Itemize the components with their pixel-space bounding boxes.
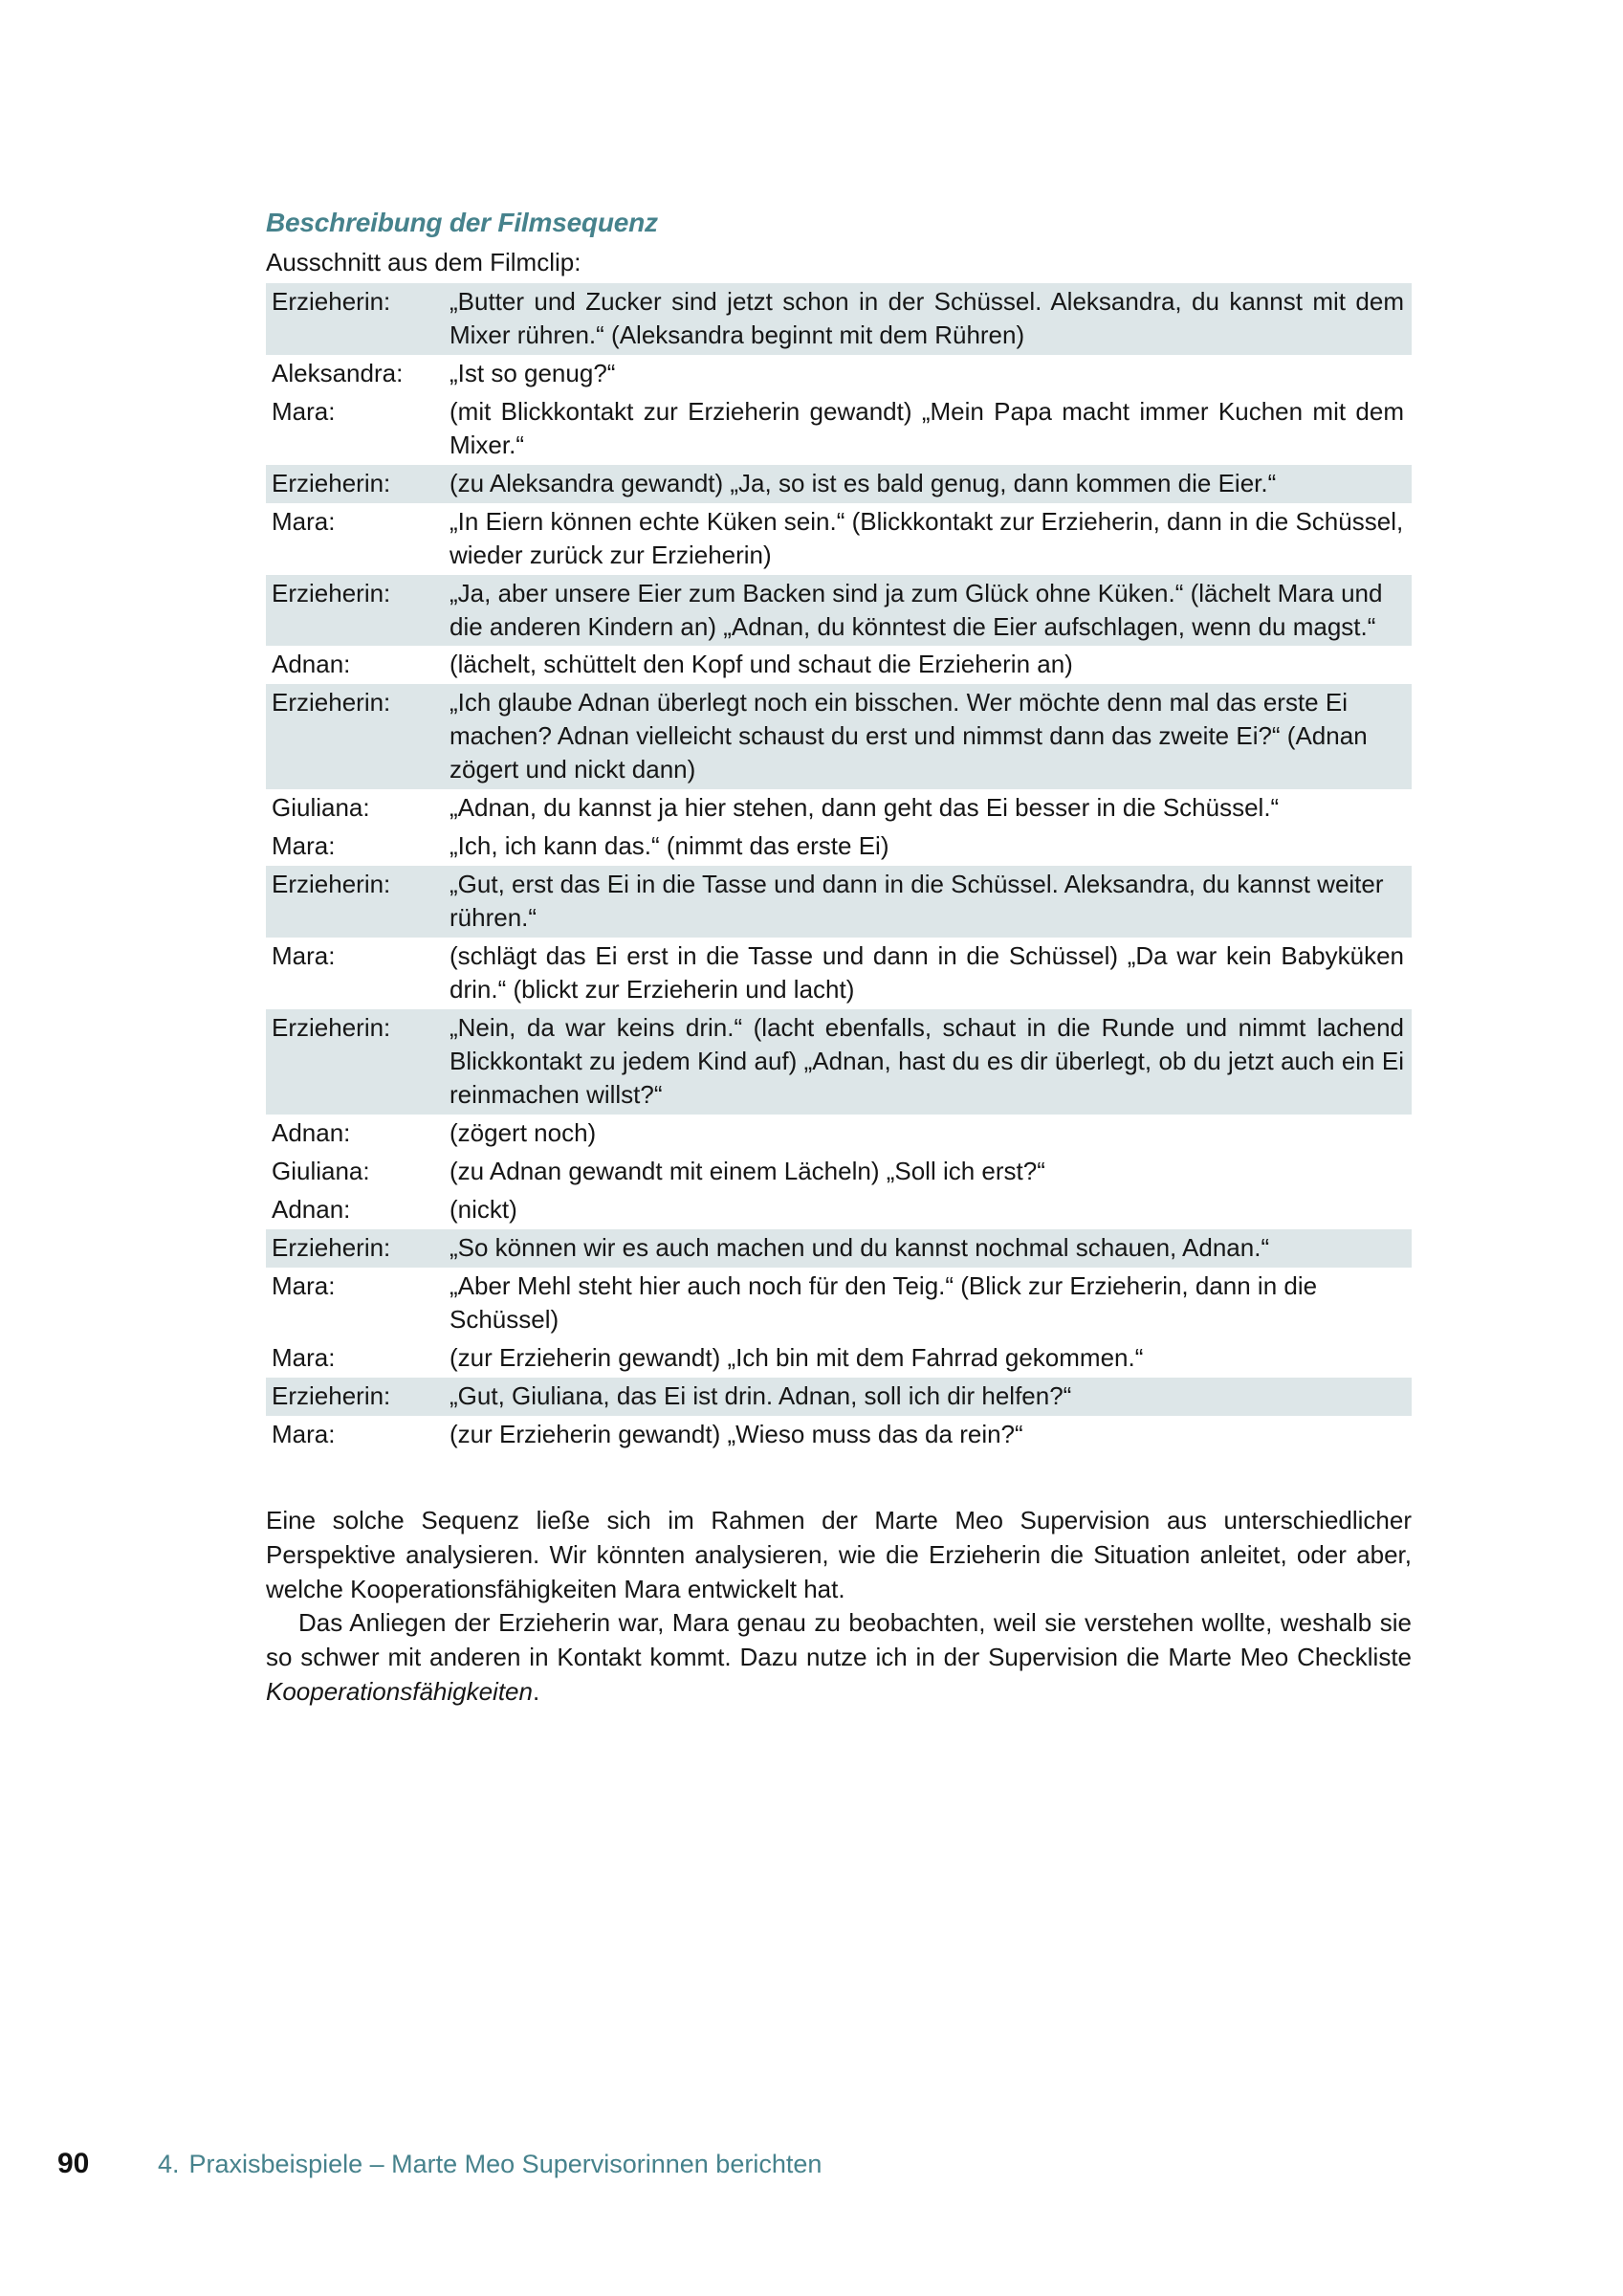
- dialogue-utterance: (schlägt das Ei erst in die Tasse und dann in die Schüssel) „Da war kein Babyküken drin.“ (blickt zur Erzieherin und lacht): [450, 941, 1404, 1004]
- checklist-title: Kooperationsfähigkeiten: [266, 1677, 533, 1707]
- closing-paragraph-2: [266, 1606, 1412, 1710]
- dialogue-speaker: Adnan:: [272, 1195, 351, 1225]
- chapter-number: 4.: [158, 2150, 180, 2178]
- dialogue-row: [266, 355, 1412, 393]
- dialogue-row: [266, 1416, 1412, 1454]
- dialogue-speaker: Mara:: [272, 1270, 336, 1300]
- closing-text: [266, 1504, 1412, 1710]
- dialogue-utterance: (zu Adnan gewandt mit einem Lächeln) „Soll ich erst?“: [450, 1157, 1045, 1186]
- dialogue-row: [266, 789, 1412, 828]
- dialogue-utterance: (mit Blickkontakt zur Erzieherin gewandt) „Mein Papa macht immer Kuchen mit dem Mixer.“: [450, 396, 1404, 459]
- dialogue-speaker: Mara:: [272, 506, 336, 536]
- dialogue-utterance: „Ist so genug?“: [450, 358, 616, 387]
- dialogue-utterance: „So können wir es auch machen und du kannst nochmal schauen, Adnan.“: [450, 1229, 1412, 1268]
- dialogue-utterance: (lächelt, schüttelt den Kopf und schaut die Erzieherin an): [450, 650, 1073, 679]
- dialogue-row: [266, 938, 1412, 1009]
- dialogue-speaker: Mara:: [272, 396, 336, 426]
- dialogue-row: [266, 866, 1412, 938]
- dialogue-speaker: Adnan:: [272, 1118, 351, 1148]
- dialogue-speaker: Erzieherin:: [266, 1378, 450, 1416]
- dialogue-row: [266, 1229, 1412, 1268]
- dialogue-speaker: Giuliana:: [272, 1157, 370, 1186]
- dialogue-row: [266, 465, 1412, 503]
- dialogue-speaker: Erzieherin:: [266, 283, 450, 355]
- dialogue-speaker: Mara:: [272, 1342, 336, 1372]
- dialogue-row: [266, 575, 1412, 647]
- dialogue-speaker: Giuliana:: [272, 793, 370, 823]
- running-head: [158, 2150, 822, 2179]
- dialogue-utterance: „In Eiern können echte Küken sein.“ (Blickkontakt zur Erzieherin, dann in die Schüssel, wieder zurück zur Erzieherin): [450, 506, 1404, 569]
- page-footer: [57, 2148, 1396, 2180]
- dialogue-utterance: „Ja, aber unsere Eier zum Backen sind ja zum Glück ohne Küken.“ (lächelt Mara und die anderen Kindern an) „Adnan, du könntest die Eier aufschlagen, wenn du magst.“: [450, 575, 1412, 647]
- closing-paragraph-2-tail: .: [532, 1677, 540, 1707]
- dialogue-utterance: „Ich glaube Adnan überlegt noch ein bisschen. Wer möchte denn mal das erste Ei machen? Adnan vielleicht schaust du erst und nimmst dann das zweite Ei?“ (Adnan zögert und nickt dann): [450, 684, 1412, 789]
- dialogue-utterance: „Nein, da war keins drin.“ (lacht ebenfalls, schaut in die Runde und nimmt lachend Blickkontakt zu jedem Kind auf) „Adnan, hast du es dir überlegt, ob du jetzt auch ein Ei reinmachen willst?“: [450, 1009, 1412, 1115]
- dialogue-row: [266, 1115, 1412, 1153]
- dialogue-utterance: (zu Aleksandra gewandt) „Ja, so ist es bald genug, dann kommen die Eier.“: [450, 465, 1412, 503]
- dialogue-utterance: „Gut, Giuliana, das Ei ist drin. Adnan, soll ich dir helfen?“: [450, 1378, 1412, 1416]
- running-head-title: Praxisbeispiele – Marte Meo Supervisorinnen berichten: [188, 2150, 822, 2178]
- dialogue-utterance: „Aber Mehl steht hier auch noch für den Teig.“ (Blick zur Erzieherin, dann in die Schüssel): [450, 1270, 1318, 1334]
- dialogue-speaker: Erzieherin:: [266, 465, 450, 503]
- dialogue-speaker: Erzieherin:: [266, 575, 450, 647]
- dialogue-row: [266, 1191, 1412, 1229]
- dialogue-row: [266, 503, 1412, 575]
- dialogue-speaker: Mara:: [272, 1419, 336, 1448]
- closing-paragraph-2-lead: Das Anliegen der Erzieherin war, Mara genau zu beobachten, weil sie verstehen wollte, weshalb sie so schwer mit anderen in Kontakt kommt. Dazu nutze ich in der Supervision die Marte Meo Checkliste: [266, 1608, 1412, 1672]
- dialogue-utterance: (zur Erzieherin gewandt) „Wieso muss das da rein?“: [450, 1419, 1023, 1448]
- dialogue-speaker: Erzieherin:: [266, 684, 450, 789]
- dialogue-row: [266, 393, 1412, 465]
- dialogue-utterance: „Butter und Zucker sind jetzt schon in der Schüssel. Aleksandra, du kannst mit dem Mixer rühren.“ (Aleksandra beginnt mit dem Rühren): [450, 283, 1412, 355]
- dialogue-speaker: Mara:: [272, 831, 336, 861]
- dialogue-row: [266, 828, 1412, 866]
- dialogue-speaker: Adnan:: [272, 650, 351, 679]
- dialogue-speaker: Erzieherin:: [266, 1009, 450, 1115]
- dialogue-row: [266, 646, 1412, 684]
- dialogue-row: [266, 684, 1412, 789]
- dialogue-utterance: (nickt): [450, 1195, 517, 1225]
- page-number: 90: [57, 2148, 90, 2179]
- dialogue-rows: [266, 283, 1412, 1454]
- dialogue-row: [266, 1378, 1412, 1416]
- section-heading: Beschreibung der Filmsequenz: [266, 208, 658, 237]
- intro-line: Ausschnitt aus dem Filmclip:: [266, 248, 581, 276]
- dialogue-speaker: Erzieherin:: [266, 1229, 450, 1268]
- dialogue-utterance: (zögert noch): [450, 1118, 597, 1148]
- dialogue-row: [266, 1339, 1412, 1378]
- content-column: [266, 206, 1412, 1710]
- dialogue-row: [266, 1153, 1412, 1191]
- dialogue-speaker: Mara:: [272, 941, 336, 971]
- dialogue-transcript-table: [266, 283, 1412, 1454]
- dialogue-row: [266, 1268, 1412, 1339]
- dialogue-utterance: „Ich, ich kann das.“ (nimmt das erste Ei): [450, 831, 889, 861]
- dialogue-speaker: Erzieherin:: [266, 866, 450, 938]
- dialogue-row: [266, 1009, 1412, 1115]
- dialogue-utterance: „Gut, erst das Ei in die Tasse und dann in die Schüssel. Aleksandra, du kannst weiter rühren.“: [450, 866, 1412, 938]
- dialogue-speaker: Aleksandra:: [272, 358, 404, 387]
- dialogue-row: [266, 283, 1412, 355]
- dialogue-utterance: (zur Erzieherin gewandt) „Ich bin mit dem Fahrrad gekommen.“: [450, 1342, 1144, 1372]
- closing-paragraph-1: Eine solche Sequenz ließe sich im Rahmen der Marte Meo Supervision aus unterschiedlicher Perspektive analysieren. Wir könnten analysieren, wie die Erzieherin die Situation anleitet, oder aber, welche Kooperationsfähigkeiten Mara entwickelt hat.: [266, 1505, 1412, 1603]
- dialogue-utterance: „Adnan, du kannst ja hier stehen, dann geht das Ei besser in die Schüssel.“: [450, 793, 1280, 823]
